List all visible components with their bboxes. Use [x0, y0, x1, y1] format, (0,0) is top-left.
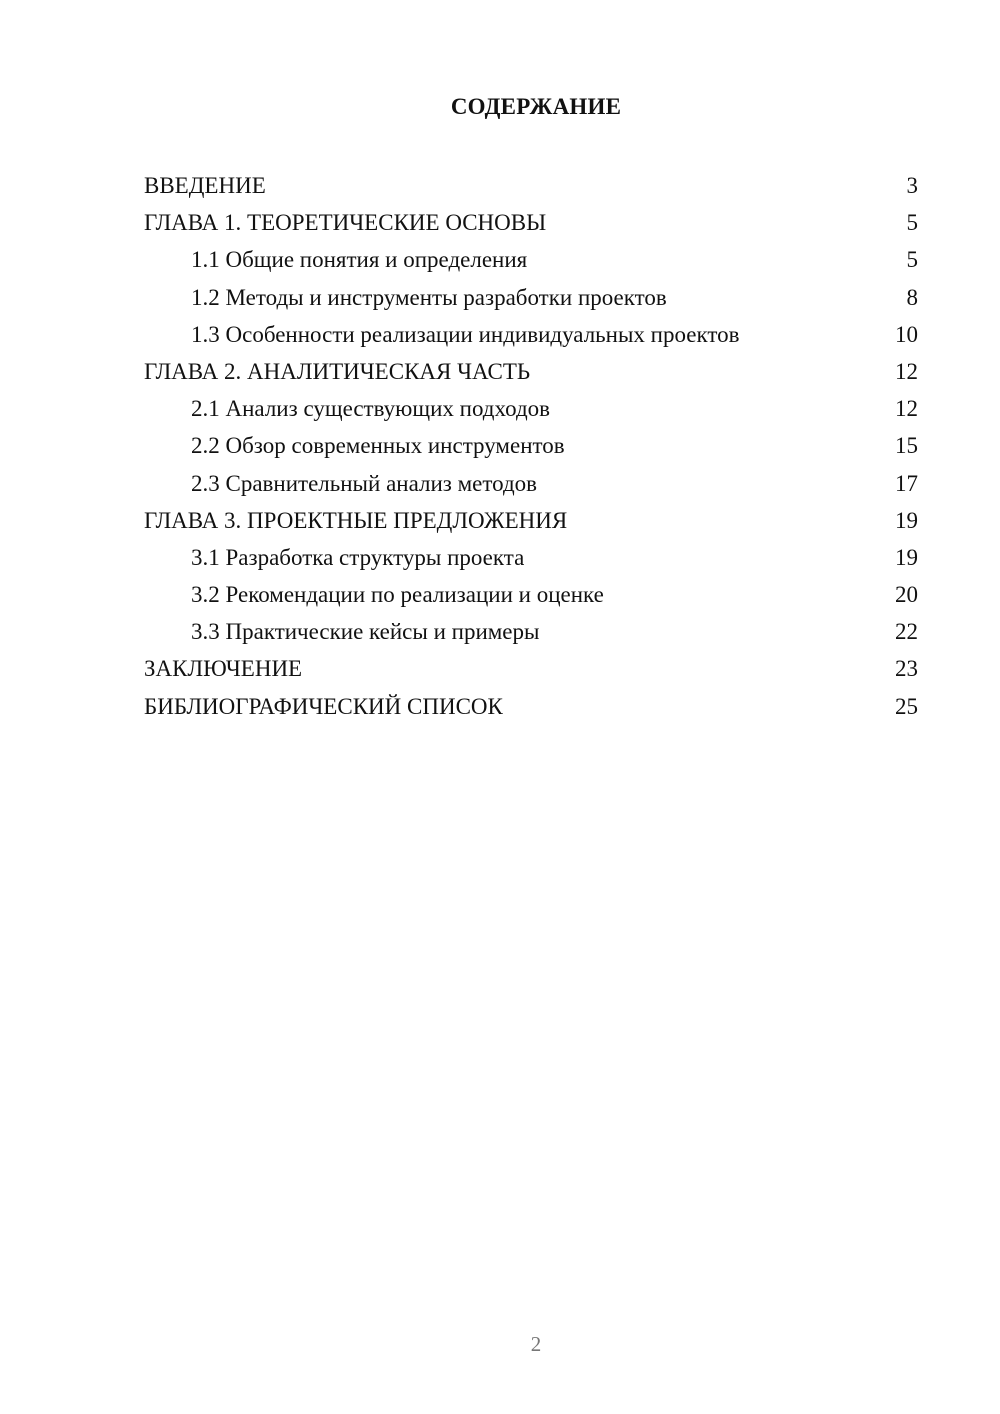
toc-subentry[interactable]	[144, 613, 918, 650]
page-number: 2	[530, 1332, 542, 1356]
toc-entry-page: 25	[895, 693, 918, 719]
toc-entry-title: 2.2 Обзор современных инструментов	[191, 433, 565, 459]
toc-entry-title: 1.2 Методы и инструменты разработки проектов	[191, 284, 667, 310]
toc-entry-title: 3.2 Рекомендации по реализации и оценке	[191, 582, 604, 608]
toc-entry-title: 2.3 Сравнительный анализ методов	[191, 470, 538, 496]
toc-subentry[interactable]	[144, 539, 918, 576]
table-of-contents	[144, 167, 918, 725]
toc-entry-page: 10	[895, 321, 918, 347]
toc-subentry[interactable]	[144, 241, 918, 278]
toc-entry-title: 2.1 Анализ существующих подходов	[191, 396, 551, 422]
toc-entry[interactable]	[144, 650, 918, 687]
toc-entry-page: 12	[895, 358, 918, 384]
toc-entry[interactable]	[144, 688, 918, 725]
toc-entry-title: ГЛАВА 3. ПРОЕКТНЫЕ ПРЕДЛОЖЕНИЯ	[144, 507, 568, 533]
toc-entry-page: 17	[895, 470, 918, 496]
toc-entry-page: 15	[895, 433, 918, 459]
toc-entry-title: ГЛАВА 2. АНАЛИТИЧЕСКАЯ ЧАСТЬ	[144, 358, 531, 384]
toc-entry-title: БИБЛИОГРАФИЧЕСКИЙ СПИСОК	[144, 693, 503, 719]
toc-entry-page: 20	[895, 582, 918, 608]
toc-entry-title: 1.1 Общие понятия и определения	[191, 247, 528, 273]
toc-entry-title: 1.3 Особенности реализации индивидуальных проектов	[191, 321, 740, 347]
toc-entry-page: 22	[895, 619, 918, 645]
toc-entry[interactable]	[144, 502, 918, 539]
toc-entry-page: 8	[906, 284, 918, 310]
toc-entry-page: 5	[906, 247, 918, 273]
toc-subentry[interactable]	[144, 427, 918, 464]
toc-entry-page: 23	[895, 656, 918, 682]
toc-subentry[interactable]	[144, 465, 918, 502]
toc-entry[interactable]	[144, 204, 918, 241]
toc-entry[interactable]	[144, 353, 918, 390]
page-title: СОДЕРЖАНИЕ	[450, 94, 622, 119]
toc-entry-title: ВВЕДЕНИЕ	[144, 173, 266, 198]
toc-subentry[interactable]	[144, 316, 918, 353]
toc-entry-title: 3.1 Разработка структуры проекта	[191, 544, 525, 570]
toc-entry-page: 19	[895, 544, 918, 570]
toc-entry[interactable]	[144, 167, 918, 204]
toc-entry-page: 5	[906, 210, 918, 236]
toc-entry-page: 19	[895, 507, 918, 533]
toc-entry-page: 12	[895, 396, 918, 422]
toc-entry-page: 3	[906, 173, 918, 198]
toc-subentry[interactable]	[144, 576, 918, 613]
toc-subentry[interactable]	[144, 279, 918, 316]
toc-entry-title: ГЛАВА 1. ТЕОРЕТИЧЕСКИЕ ОСНОВЫ	[144, 210, 547, 236]
toc-subentry[interactable]	[144, 390, 918, 427]
toc-entry-title: ЗАКЛЮЧЕНИЕ	[144, 656, 303, 682]
toc-entry-title: 3.3 Практические кейсы и примеры	[191, 619, 540, 645]
